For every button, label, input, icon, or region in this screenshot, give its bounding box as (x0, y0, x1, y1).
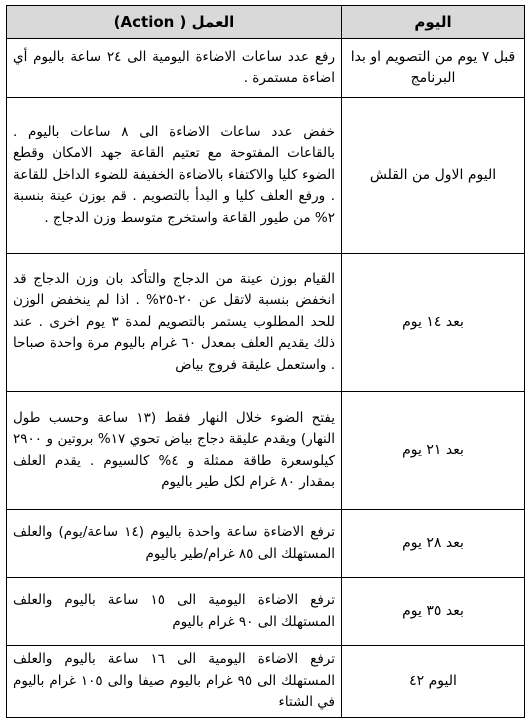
day-cell: بعد ٢٨ يوم (342, 510, 525, 578)
day-cell: قبل ٧ يوم من التصويم او بدا البرنامج (342, 39, 525, 98)
day-cell: بعد ٣٥ يوم (342, 578, 525, 646)
action-cell: خفض عدد ساعات الاضاءة الى ٨ ساعات باليوم . بالقاعات المفتوحة مع تعتيم القاعة جهد الامكان وقطع الضوء كليا والاكتفاء بالاضاءة الخفيفة للضوء الداخل للقاعة . ورفع العلف كليا و البدأ بالتصويم . قم بوزن عينة بنسبة ٢% من طيور القاعة واستخرج متوسط وزن الدجاج . (7, 98, 342, 254)
action-column-header: العمل ( Action) (7, 6, 342, 39)
action-cell: رفع عدد ساعات الاضاءة اليومية الى ٢٤ ساعة باليوم أي اضاءة مستمرة . (7, 39, 342, 98)
table-row (7, 578, 525, 646)
day-cell: بعد ١٤ يوم (342, 254, 525, 392)
action-cell: ترفع الاضاءة اليومية الى ١٦ ساعة باليوم والعلف المستهلك الى ٩٥ غرام باليوم صيفا والى ١٠٥ غرام باليوم في الشتاء (7, 646, 342, 718)
forced-molting-schedule-table (6, 5, 525, 718)
day-cell: بعد ٢١ يوم (342, 392, 525, 510)
table-row (7, 510, 525, 578)
table-row (7, 39, 525, 98)
action-cell: يفتح الضوء خلال النهار فقط (١٣ ساعة وحسب طول النهار) ويقدم عليقة دجاج بياض تحوي ١٧% بروتين و ٢٩٠٠ كيلوسعرة طاقة ممثلة و ٤% كالسيوم . يقدم العلف بمقدار ٨٠ غرام لكل طير باليوم (7, 392, 342, 510)
day-column-header: اليوم (342, 6, 525, 39)
table-row (7, 392, 525, 510)
table-header-row (7, 6, 525, 39)
day-cell: اليوم الاول من القلش (342, 98, 525, 254)
table-row (7, 98, 525, 254)
table-row (7, 254, 525, 392)
action-cell: القيام بوزن عينة من الدجاج والتأكد بان وزن الدجاج قد انخفض بنسبة لاتقل عن ٢٠-٢٥% . اذا لم ينخفض الوزن للحد المطلوب يستمر بالتصويم لمدة ٣ يوم اخرى . عند ذلك يقديم العلف بمعدل ٦٠ غرام باليوم مرة واحدة صباحا . واستعمل عليقة فروج بياض (7, 254, 342, 392)
table-row (7, 646, 525, 718)
action-cell: ترفع الاضاءة ساعة واحدة باليوم (١٤ ساعة/يوم) والعلف المستهلك الى ٨٥ غرام/طير باليوم (7, 510, 342, 578)
action-cell: ترفع الاضاءة اليومية الى ١٥ ساعة باليوم والعلف المستهلك الى ٩٠ غرام باليوم (7, 578, 342, 646)
day-cell: اليوم ٤٢ (342, 646, 525, 718)
